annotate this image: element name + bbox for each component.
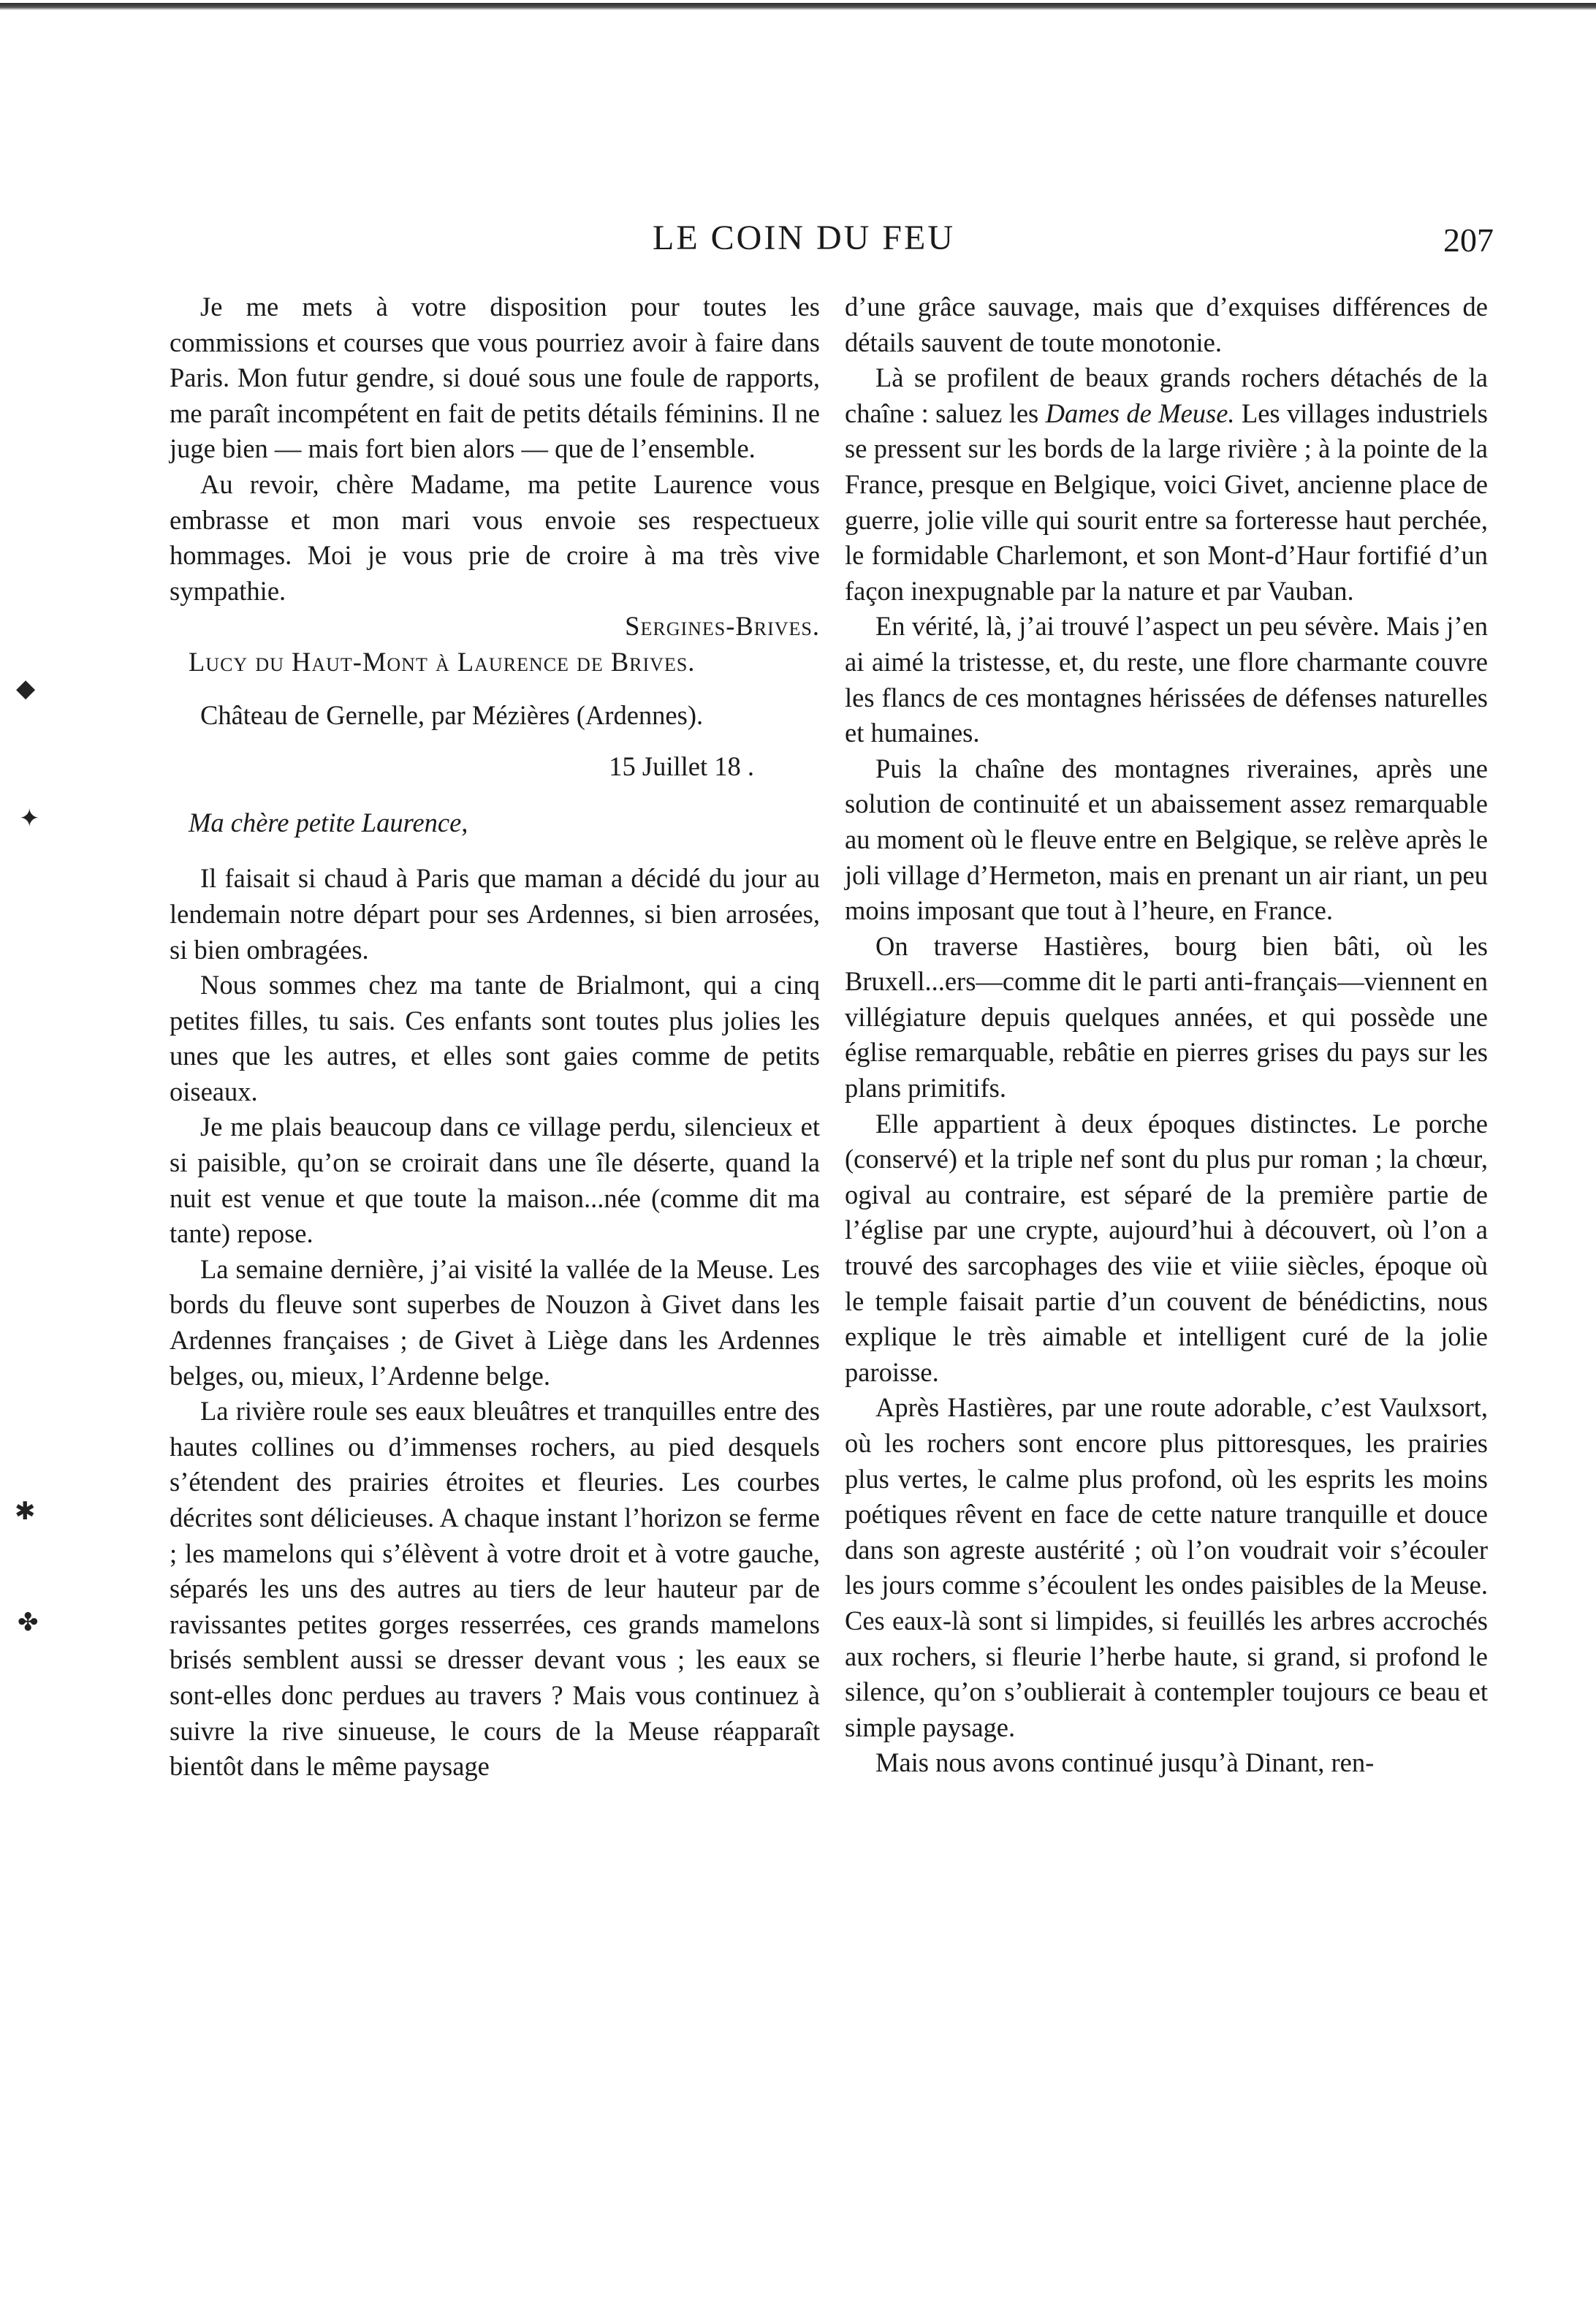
letter-date: 15 Juillet 18 . bbox=[609, 751, 754, 782]
margin-speck: ✦ bbox=[19, 804, 40, 833]
paragraph: Après Hastières, par une route adorable, c’est Vaulxsort, où les rochers sont encore plus pittoresques, les prairies plus vertes, le calme plus profond, où les esprits les moins poétiques rêvent en face de cette nature tranquille et douce dans son agreste austérité ; où l’on voudrait voir s’écouler les jours comme s’écoulent les ondes paisibles de la Meuse. Ces eaux-là sont si limpides, si feuillés les arbres accrochés aux rochers, si fleurie l’herbe haute, si grand, si profond le silence, qu’on s’oublierait à contempler toujours ce beau et simple paysage. bbox=[845, 1392, 1488, 1742]
paragraph: La rivière roule ses eaux bleuâtres et tranquilles entre des hautes collines ou d’immenses rochers, au pied desquels s’étendent des prairies étroites et fleuries. Les courbes décrites sont délicieuses. A chaque instant l’horizon se ferme ; les mamelons qui s’élèvent à votre droit et à votre gauche, séparés les uns des autres au tiers de leur hauteur par de ravissantes petites gorges resserrées, ces grands mamelons brisés semblent aussi se dresser devant vous ; les eaux se sont-elles donc perdues au travers ? Mais vous continuez à suivre la rive sinueuse, le cours de la Meuse réapparaît bientôt dans le même paysage bbox=[170, 1396, 820, 1782]
running-header: LE COIN DU FEU bbox=[653, 219, 955, 257]
italic-title: Dames de Meuse. bbox=[1045, 398, 1235, 428]
paragraph: Je me mets à votre disposition pour toutes les commissions et courses que vous pourriez avoir à faire dans Paris. Mon futur gendre, si doué sous une foule de rapports, me paraît incompétent en fait de petits détails féminins. Il ne juge bien — mais fort bien alors — que de l’ensemble. bbox=[170, 292, 820, 464]
page-number: 207 bbox=[1443, 221, 1494, 259]
paragraph: Puis la chaîne des montagnes riveraines, après une solution de continuité et un abaissement assez remarquable au moment où le fleuve entre en Belgique, se relève après le joli village d’Hermeton, mais en prenant un air riant, un peu moins imposant que tout à l’heure, en France. bbox=[845, 753, 1488, 926]
paragraph: Elle appartient à deux époques distinctes. Le porche (conservé) et la triple nef sont du plus pur roman ; la chœur, ogival au contraire, est séparé de la première partie de l’église par une crypte, aujourd’hui à découvert, où l’on a trouvé des sarcophages des viie et viiie siècles, époque où le temple faisait partie d’un couvent de bénédictins, nous explique le très aimable et intelligent curé de la jolie paroisse. bbox=[845, 1108, 1488, 1387]
page-top-edge bbox=[0, 3, 1596, 10]
paragraph bbox=[845, 360, 1488, 609]
text-run: Là se profilent de beaux grands rochers détachés de la chaîne : saluez les bbox=[845, 362, 1488, 428]
text-run: Les villages industriels se pressent sur les bords de la large rivière ; à la pointe de la France, presque en Belgique, voici Givet, ancienne place de guerre, jolie ville qui sourit entre sa forteresse haut perchée, le formidable Charlemont, et son Mont-d’Haur fortifié d’un façon inexpugnable par la nature et par Vauban. bbox=[845, 398, 1488, 606]
paragraph: Mais nous avons continué jusqu’à Dinant, ren- bbox=[875, 1747, 1375, 1778]
paragraph: Il faisait si chaud à Paris que maman a décidé du jour au lendemain notre départ pour ses Ardennes, si bien arrosées, si bien ombragées. bbox=[170, 863, 820, 965]
paragraph: Nous sommes chez ma tante de Brialmont, qui a cinq petites filles, tu sais. Ces enfants sont toutes plus jolies les unes que les autres, et elles sont gaies comme de petits oiseaux. bbox=[170, 970, 820, 1106]
letter-address: Château de Gernelle, par Mézières (Ardennes). bbox=[200, 699, 704, 730]
margin-speck: ✱ bbox=[15, 1497, 36, 1526]
paragraph: Je me plais beaucoup dans ce village perdu, silencieux et si paisible, qu’on se croirait dans une île déserte, quand la nuit est venue et que toute la maison...née (comme dit ma tante) repose. bbox=[170, 1112, 820, 1249]
paragraph: On traverse Hastières, bourg bien bâti, où les Bruxell...ers—comme dit le parti anti-français—viennent en villégiature depuis quelques années, et qui possède une église remarquable, rebâtie en pierres grises du pays sur les plans primitifs. bbox=[845, 930, 1488, 1104]
right-column bbox=[845, 289, 1488, 1781]
margin-speck: ✤ bbox=[18, 1608, 39, 1637]
left-column bbox=[170, 289, 820, 1785]
letter-heading: Lucy du Haut-Mont à Laurence de Brives. bbox=[189, 646, 696, 677]
paragraph: En vérité, là, j’ai trouvé l’aspect un peu sévère. Mais j’en ai aimé la tristesse, et, du reste, une flore charmante couvre les flancs de ces montagnes hérissées de défenses naturelles et humaines. bbox=[845, 611, 1488, 748]
salutation: Ma chère petite Laurence, bbox=[189, 807, 468, 838]
paragraph: Au revoir, chère Madame, ma petite Laurence vous embrasse et mon mari vous envoie ses respectueux hommages. Moi je vous prie de croire à ma très vive sympathie. bbox=[170, 468, 820, 606]
paragraph: La semaine dernière, j’ai visité la vallée de la Meuse. Les bords du fleuve sont superbes de Nouzon à Givet dans les Ardennes françaises ; de Givet à Liège dans les Ardennes belges, ou, mieux, l’Ardenne belge. bbox=[170, 1253, 820, 1391]
paragraph: d’une grâce sauvage, mais que d’exquises différences de détails sauvent de toute monotonie. bbox=[845, 292, 1488, 357]
margin-speck: ◆ bbox=[16, 674, 36, 703]
signature: Sergines-Brives. bbox=[625, 611, 820, 642]
